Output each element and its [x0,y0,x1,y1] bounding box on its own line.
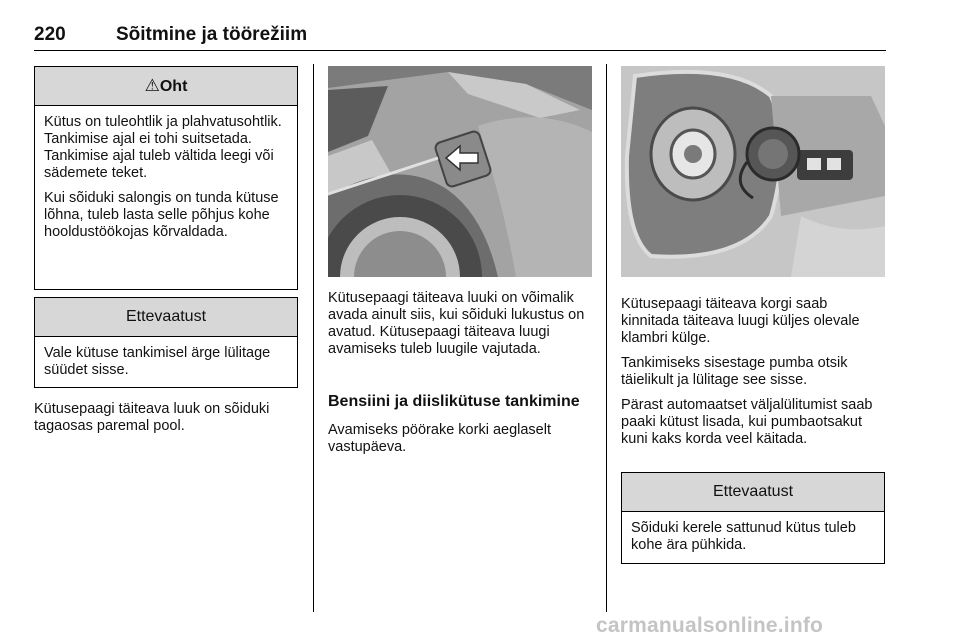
caution-box-2-header [622,473,884,512]
body-paragraph: Tankimiseks sisestage pumba otsik täielikult ja lülitage see sisse. [621,355,848,388]
fuel-door-open-text [328,290,596,366]
page-number: 220 [34,24,66,45]
fuel-cap-illustration [621,66,885,277]
caution-2-title: Ettevaatust [712,483,794,500]
caution-box [34,297,298,388]
caution-text: Vale kütuse tankimisel ärge lülitage süüdet sisse. [44,345,271,378]
page-header [34,24,886,50]
header-rule [34,50,886,51]
body-paragraph: Avamiseks pöörake korki aeglaselt vastupäeva. [328,422,551,455]
watermark: carmanualsonline.info [596,614,824,637]
body-paragraph: Kütusepaagi täiteava luuki on võimalik avada ainult siis, kui sõiduki lukustus on avatud. Kütusepaagi täiteava luugi avamiseks tuleb luugile vajutada. [328,290,585,357]
warning-title: Oht [159,78,188,95]
warning-box-body [35,106,297,241]
column-divider-1 [313,64,314,612]
warning-box-header [35,67,297,106]
column-divider-2 [606,64,607,612]
body-paragraph: Kütusepaagi täiteava korgi saab kinnitada täiteava luugi küljes olevale klambri külge. [621,296,860,346]
caution-box-body [35,337,297,379]
cap-open-text [328,422,596,464]
body-paragraph: Kütusepaagi täiteava luuk on sõiduki tagaosas paremal pool. [34,401,270,434]
caution-box-2-body [622,512,884,554]
caution-2-text: Sõiduki kerele sattunud kütus tuleb kohe ära pühkida. [631,520,856,553]
warning-paragraph: Kütus on tuleohtlik ja plahvatusohtlik. Tankimise ajal ei tohi suitsetada. Tankimise ajal tuleb vältida leegi või sädemete teket. [44,114,282,181]
body-paragraph: Pärast automaatset väljalülitumist saab paaki kütust lisada, kui pumbaotsakut kuni kaks korda veel käitada. [621,397,873,447]
caution-box-header [35,298,297,337]
fuel-instructions-text [621,296,889,456]
warning-box [34,66,298,290]
warning-paragraph: Kui sõiduki salongis on tunda kütuse lõhna, tuleb lasta selle põhjus kohe hooldustöökojas kõrvaldada. [44,190,279,240]
section-subheading: Bensiini ja diislikütuse tankimine [328,393,580,410]
car-fuel-door-illustration [328,66,592,277]
chapter-title: Sõitmine ja töörežiim [116,24,308,45]
caution-box-2 [621,472,885,564]
warning-icon: ⚠ [144,76,160,95]
caution-title: Ettevaatust [125,308,207,325]
fuel-door-location-text [34,401,300,443]
